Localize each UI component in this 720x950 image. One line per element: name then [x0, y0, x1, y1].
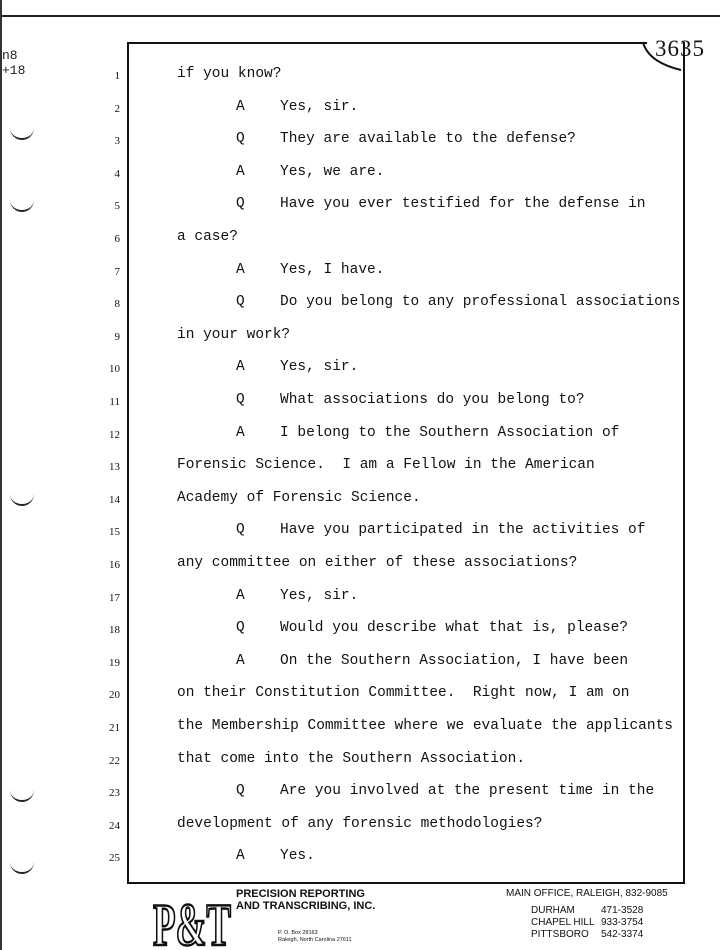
transcript-line-text: Yes. — [280, 848, 315, 865]
page-number: 3635 — [655, 36, 705, 61]
line-number: 12 — [109, 428, 120, 441]
line-number: 22 — [109, 754, 120, 767]
left-edge-rule — [0, 0, 2, 950]
speaker-label: A — [236, 359, 245, 376]
speaker-label: A — [236, 163, 245, 180]
line-number: 3 — [114, 135, 120, 148]
line-number: 13 — [109, 461, 120, 474]
transcript-line-text: Have you participated in the activities of — [280, 522, 646, 539]
speaker-label: A — [236, 98, 245, 115]
main-office: MAIN OFFICE, RALEIGH, 832-9085 — [506, 888, 668, 899]
line-number: 19 — [109, 656, 120, 669]
top-rule — [0, 15, 720, 17]
line-number: 15 — [109, 526, 120, 539]
transcript-line-text: They are available to the defense? — [280, 131, 576, 148]
line-number: 2 — [114, 102, 120, 115]
punch-hole-mark — [10, 786, 34, 802]
phone-number: 471-3528 — [601, 905, 644, 916]
speaker-label: Q — [236, 620, 245, 637]
speaker-label: Q — [236, 131, 245, 148]
speaker-label: A — [236, 652, 245, 669]
phone-city: CHAPEL HILL — [531, 917, 595, 928]
transcript-line-text: if you know? — [177, 66, 282, 82]
transcript-line-text: Yes, we are. — [280, 163, 385, 180]
line-number: 4 — [114, 167, 120, 180]
transcript-line-text: Yes, sir. — [280, 587, 359, 604]
line-number: 16 — [109, 559, 120, 571]
transcript-line-text: Have you ever testified for the defense in — [280, 196, 646, 213]
line-number: 6 — [114, 233, 120, 245]
line-number: 25 — [109, 852, 120, 865]
line-number: 1 — [114, 70, 120, 82]
line-number: 21 — [109, 722, 120, 734]
line-number: 10 — [109, 363, 120, 376]
transcript-line-text: a case? — [177, 229, 238, 245]
line-number: 20 — [109, 689, 120, 702]
transcript-line-text: Forensic Science. I am a Fellow in the American — [177, 457, 595, 474]
transcript-line-text: on their Constitution Committee. Right now, I am on — [177, 685, 630, 702]
transcript-line-text: What associations do you belong to? — [280, 392, 585, 408]
line-number: 8 — [114, 298, 120, 311]
punch-hole-mark — [10, 196, 34, 212]
line-number: 14 — [109, 493, 120, 506]
transcript-line-text: development of any forensic methodologies? — [177, 815, 543, 832]
phone-city: DURHAM — [531, 905, 575, 916]
address-line1: P. O. Box 28163 — [278, 930, 318, 936]
transcript-line-text: Would you describe what that is, please? — [280, 620, 629, 637]
firm-name — [236, 888, 375, 912]
transcript-line-text: Do you belong to any professional associations — [280, 294, 681, 311]
transcript-line-text: the Membership Committee where we evaluate the applicants — [177, 718, 673, 734]
transcript-line-text: Are you involved at the present time in the — [280, 783, 655, 800]
address-line2: Raleigh, North Carolina 27611 — [278, 937, 352, 943]
transcript-line-text: any committee on either of these associations? — [177, 555, 578, 571]
punch-hole-mark — [10, 490, 34, 506]
speaker-label: Q — [236, 392, 245, 408]
speaker-label: Q — [236, 196, 245, 213]
transcript-line-text: Yes, sir. — [280, 98, 359, 115]
line-number: 7 — [114, 265, 120, 278]
transcript-line-text: that come into the Southern Association. — [177, 750, 526, 767]
speaker-label: A — [236, 587, 245, 604]
line-number: 24 — [109, 819, 120, 832]
line-number: 11 — [109, 396, 120, 408]
transcript-line-text: Yes, I have. — [280, 261, 385, 278]
transcript-frame-top — [127, 42, 647, 44]
margin-note-2: +18 — [2, 63, 26, 78]
line-number: 18 — [109, 624, 120, 637]
transcript-line-text: Yes, sir. — [280, 359, 359, 376]
transcript-line-text: On the Southern Association, I have been — [280, 652, 629, 669]
firm-name-line1: PRECISION REPORTING — [236, 888, 365, 900]
speaker-label: Q — [236, 522, 245, 539]
speaker-label: A — [236, 848, 245, 865]
phone-city: PITTSBORO — [531, 929, 589, 940]
firm-address — [278, 930, 352, 944]
transcript-line-text: Academy of Forensic Science. — [177, 489, 421, 506]
punch-hole-mark — [10, 858, 34, 874]
speaker-label: A — [236, 261, 245, 278]
transcript-line-text: I belong to the Southern Association of — [280, 424, 620, 441]
speaker-label: A — [236, 424, 245, 441]
speaker-label: Q — [236, 294, 245, 311]
line-number: 17 — [109, 591, 120, 604]
margin-note-1: n8 — [2, 48, 18, 63]
phone-number: 933-3754 — [601, 917, 644, 928]
line-number: 9 — [114, 330, 120, 343]
pt-logo — [153, 893, 233, 949]
transcript-line-text: in your work? — [177, 326, 291, 343]
firm-name-line2: AND TRANSCRIBING, INC. — [236, 900, 376, 912]
speaker-label: Q — [236, 783, 245, 800]
line-number: 5 — [114, 200, 120, 213]
svg-text:P&T: P&T — [153, 893, 231, 949]
phone-number: 542-3374 — [601, 929, 644, 940]
line-number: 23 — [109, 787, 120, 800]
punch-hole-mark — [10, 124, 34, 140]
